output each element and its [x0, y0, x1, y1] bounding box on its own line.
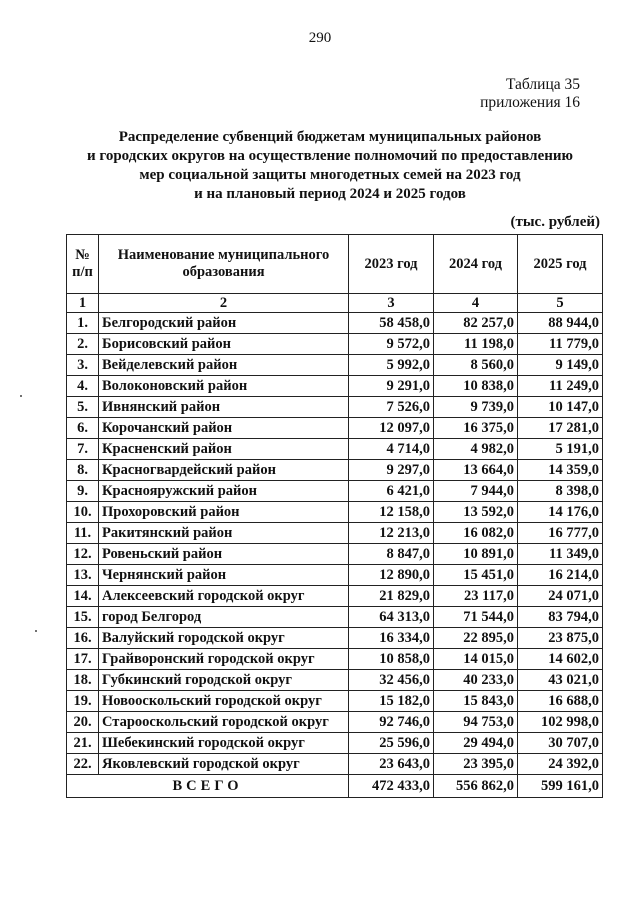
value-2023: 7 526,0 — [349, 397, 434, 418]
row-number: 17. — [67, 649, 99, 670]
value-2025: 14 359,0 — [518, 460, 603, 481]
municipality-name: Красненский район — [99, 439, 349, 460]
municipality-name: Вейделевский район — [99, 355, 349, 376]
header-2024: 2024 год — [434, 235, 518, 294]
municipality-name: Валуйский городской округ — [99, 628, 349, 649]
value-2024: 8 560,0 — [434, 355, 518, 376]
value-2024: 94 753,0 — [434, 712, 518, 733]
value-2023: 64 313,0 — [349, 607, 434, 628]
value-2024: 15 451,0 — [434, 565, 518, 586]
value-2024: 82 257,0 — [434, 313, 518, 334]
table-row — [67, 397, 603, 418]
title-line1: Распределение субвенций бюджетам муниципальных районов — [118, 129, 542, 145]
column-number: 3 — [349, 294, 434, 313]
subsidy-table — [66, 234, 603, 798]
municipality-name: Ивнянский район — [99, 397, 349, 418]
table-row — [67, 439, 603, 460]
value-2025: 24 392,0 — [518, 754, 603, 775]
value-2025: 102 998,0 — [518, 712, 603, 733]
table-row — [67, 712, 603, 733]
table-row — [67, 691, 603, 712]
total-2025: 599 161,0 — [518, 775, 603, 798]
row-number: 10. — [67, 502, 99, 523]
value-2025: 16 214,0 — [518, 565, 603, 586]
municipality-name: Чернянский район — [99, 565, 349, 586]
value-2025: 11 249,0 — [518, 376, 603, 397]
value-2024: 10 838,0 — [434, 376, 518, 397]
table-row — [67, 607, 603, 628]
table-row — [67, 460, 603, 481]
value-2025: 14 602,0 — [518, 649, 603, 670]
row-number: 8. — [67, 460, 99, 481]
municipality-name: Новооскольский городской округ — [99, 691, 349, 712]
municipality-name: Яковлевский городской округ — [99, 754, 349, 775]
value-2025: 88 944,0 — [518, 313, 603, 334]
value-2024: 15 843,0 — [434, 691, 518, 712]
row-number: 15. — [67, 607, 99, 628]
header-municipality-line2: образования — [182, 264, 265, 280]
value-2025: 5 191,0 — [518, 439, 603, 460]
header-number-line1: № — [75, 247, 90, 263]
value-2025: 11 349,0 — [518, 544, 603, 565]
table-reference — [480, 76, 580, 112]
table-row — [67, 418, 603, 439]
column-number: 4 — [434, 294, 518, 313]
value-2023: 10 858,0 — [349, 649, 434, 670]
row-number: 18. — [67, 670, 99, 691]
municipality-name: Шебекинский городской округ — [99, 733, 349, 754]
header-municipality — [99, 235, 349, 294]
row-number: 22. — [67, 754, 99, 775]
municipality-name: Борисовский район — [99, 334, 349, 355]
row-number: 9. — [67, 481, 99, 502]
value-2025: 83 794,0 — [518, 607, 603, 628]
table-row — [67, 628, 603, 649]
row-number: 16. — [67, 628, 99, 649]
header-municipality-line1: Наименование муниципального — [117, 247, 330, 263]
row-number: 14. — [67, 586, 99, 607]
value-2024: 22 895,0 — [434, 628, 518, 649]
value-2023: 21 829,0 — [349, 586, 434, 607]
row-number: 2. — [67, 334, 99, 355]
scan-speck — [20, 395, 22, 397]
table-reference-line2: приложения 16 — [480, 94, 580, 111]
value-2023: 9 572,0 — [349, 334, 434, 355]
table-row — [67, 670, 603, 691]
municipality-name: Ровеньский район — [99, 544, 349, 565]
table-reference-line1: Таблица 35 — [505, 76, 580, 93]
row-number: 6. — [67, 418, 99, 439]
table-row — [67, 565, 603, 586]
value-2023: 12 097,0 — [349, 418, 434, 439]
row-number: 4. — [67, 376, 99, 397]
value-2023: 16 334,0 — [349, 628, 434, 649]
row-number: 11. — [67, 523, 99, 544]
value-2024: 16 082,0 — [434, 523, 518, 544]
column-number-row — [67, 294, 603, 313]
table-row — [67, 523, 603, 544]
value-2024: 7 944,0 — [434, 481, 518, 502]
value-2025: 9 149,0 — [518, 355, 603, 376]
header-row — [67, 235, 603, 294]
value-2023: 8 847,0 — [349, 544, 434, 565]
title-line4: и на плановый период 2024 и 2025 годов — [194, 186, 466, 202]
table-row — [67, 544, 603, 565]
value-2023: 23 643,0 — [349, 754, 434, 775]
municipality-name: Старооскольский городской округ — [99, 712, 349, 733]
table-row — [67, 481, 603, 502]
value-2023: 5 992,0 — [349, 355, 434, 376]
total-label: ВСЕГО — [67, 775, 349, 798]
value-2025: 16 688,0 — [518, 691, 603, 712]
value-2024: 23 117,0 — [434, 586, 518, 607]
value-2024: 13 592,0 — [434, 502, 518, 523]
value-2025: 16 777,0 — [518, 523, 603, 544]
row-number: 5. — [67, 397, 99, 418]
value-2023: 58 458,0 — [349, 313, 434, 334]
municipality-name: город Белгород — [99, 607, 349, 628]
value-2023: 15 182,0 — [349, 691, 434, 712]
total-2023: 472 433,0 — [349, 775, 434, 798]
value-2025: 17 281,0 — [518, 418, 603, 439]
municipality-name: Белгородский район — [99, 313, 349, 334]
value-2023: 9 297,0 — [349, 460, 434, 481]
value-2023: 9 291,0 — [349, 376, 434, 397]
value-2023: 12 213,0 — [349, 523, 434, 544]
value-2025: 43 021,0 — [518, 670, 603, 691]
header-2023: 2023 год — [349, 235, 434, 294]
units-label: (тыс. рублей) — [510, 214, 600, 230]
municipality-name: Красногвардейский район — [99, 460, 349, 481]
municipality-name: Волоконовский район — [99, 376, 349, 397]
value-2025: 30 707,0 — [518, 733, 603, 754]
value-2024: 10 891,0 — [434, 544, 518, 565]
value-2023: 25 596,0 — [349, 733, 434, 754]
value-2023: 12 890,0 — [349, 565, 434, 586]
table-row — [67, 733, 603, 754]
value-2023: 92 746,0 — [349, 712, 434, 733]
column-number: 1 — [67, 294, 99, 313]
municipality-name: Корочанский район — [99, 418, 349, 439]
title-line3: мер социальной защиты многодетных семей на 2023 год — [139, 167, 521, 183]
row-number: 1. — [67, 313, 99, 334]
value-2024: 71 544,0 — [434, 607, 518, 628]
page-number: 290 — [308, 30, 332, 46]
value-2024: 29 494,0 — [434, 733, 518, 754]
row-number: 13. — [67, 565, 99, 586]
header-2025: 2025 год — [518, 235, 603, 294]
table-row — [67, 586, 603, 607]
municipality-name: Грайворонский городской округ — [99, 649, 349, 670]
value-2025: 10 147,0 — [518, 397, 603, 418]
value-2023: 12 158,0 — [349, 502, 434, 523]
table-row — [67, 649, 603, 670]
total-row — [67, 775, 603, 798]
table-row — [67, 754, 603, 775]
total-2024: 556 862,0 — [434, 775, 518, 798]
table-row — [67, 334, 603, 355]
value-2023: 32 456,0 — [349, 670, 434, 691]
value-2024: 23 395,0 — [434, 754, 518, 775]
value-2023: 6 421,0 — [349, 481, 434, 502]
row-number: 12. — [67, 544, 99, 565]
value-2024: 13 664,0 — [434, 460, 518, 481]
table-row — [67, 355, 603, 376]
table-row — [67, 502, 603, 523]
value-2024: 14 015,0 — [434, 649, 518, 670]
header-number-line2: п/п — [72, 264, 93, 280]
scan-speck — [35, 630, 37, 632]
title-line2: и городских округов на осуществление полномочий по предоставлению — [87, 148, 573, 164]
municipality-name: Краснояружский район — [99, 481, 349, 502]
value-2025: 11 779,0 — [518, 334, 603, 355]
row-number: 3. — [67, 355, 99, 376]
value-2025: 24 071,0 — [518, 586, 603, 607]
value-2024: 9 739,0 — [434, 397, 518, 418]
value-2023: 4 714,0 — [349, 439, 434, 460]
value-2025: 8 398,0 — [518, 481, 603, 502]
row-number: 21. — [67, 733, 99, 754]
row-number: 20. — [67, 712, 99, 733]
value-2025: 23 875,0 — [518, 628, 603, 649]
column-number: 2 — [99, 294, 349, 313]
column-number: 5 — [518, 294, 603, 313]
table-row — [67, 376, 603, 397]
table-row — [67, 313, 603, 334]
row-number: 7. — [67, 439, 99, 460]
row-number: 19. — [67, 691, 99, 712]
municipality-name: Ракитянский район — [99, 523, 349, 544]
value-2024: 16 375,0 — [434, 418, 518, 439]
municipality-name: Алексеевский городской округ — [99, 586, 349, 607]
municipality-name: Губкинский городской округ — [99, 670, 349, 691]
document-title — [60, 128, 600, 204]
municipality-name: Прохоровский район — [99, 502, 349, 523]
value-2024: 40 233,0 — [434, 670, 518, 691]
header-number — [67, 235, 99, 294]
value-2025: 14 176,0 — [518, 502, 603, 523]
value-2024: 11 198,0 — [434, 334, 518, 355]
value-2024: 4 982,0 — [434, 439, 518, 460]
table-body — [67, 313, 603, 775]
